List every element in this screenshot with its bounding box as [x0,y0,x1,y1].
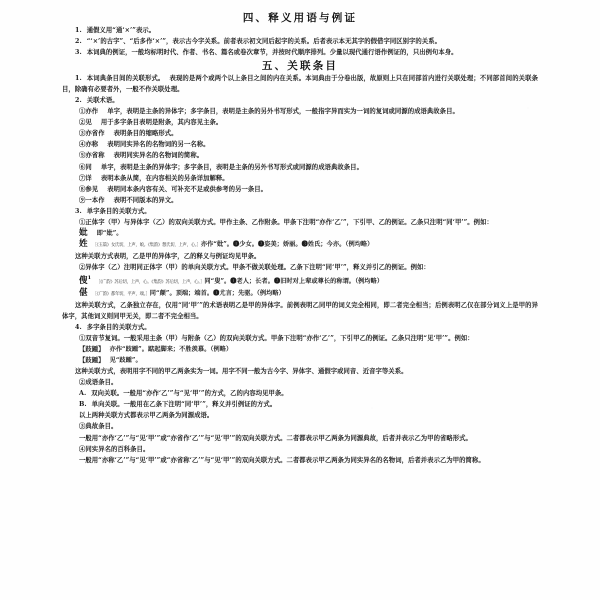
glossary-term-5 [62,150,538,161]
term-marker: ⑦ [79,174,86,182]
sub-marker: ① [79,218,86,226]
glossary-term-6 [62,162,538,173]
item-number: 1. [75,75,82,83]
entry-headword: 【跂踵】 [79,357,105,365]
entry-gloss: 亦作“妣”。❶少女。❷姿美；娇丽。❸姓氏；今亦。（例均略） [200,240,374,248]
term-label: 亦省称 [85,152,105,160]
term-marker: ③ [79,130,86,138]
section-heading-five: 五、关联条目 [261,60,339,73]
dictionary-entry-example-1 [62,228,538,239]
paragraph-4-1 [62,25,538,36]
item-lead: 本词典条目间的关联形式。 [86,75,165,83]
lettered-item-b [62,399,538,410]
lettered-item-a [62,388,538,399]
entry-phonetic-note: ［《广韵》都年切，平声，端。］ [92,291,150,297]
item-number: 3. [75,207,82,215]
item-heading: 关联术语。 [86,97,119,105]
term-text: 单字，表明是主条的异体字；多字条目，表明是主条的另外书写形式或同源的成语典故条目。 [100,163,363,171]
term-text: 表明同本条内容有关、可补充不足或供参考的另一条目。 [107,185,268,193]
term-text: 用于多字条目表明是附条，其内容见主条。 [100,119,223,127]
paragraph-5-3-heading [62,206,538,217]
item-text: 通假义用“通‘×’”表示。 [86,27,156,34]
paragraph-5-4-sub1 [62,333,538,344]
paragraph-5-4-sub2 [62,377,538,388]
entry-headword: 偡 [79,287,88,298]
entry-gloss: 亦作“跂踵”。踮起脚来；不胜羡慕。（例略） [109,346,233,354]
note-text: 这种关联方式，表明用字不同的甲乙两条实为一词。用字不同一般为古今字、异体字、通假字或同音、近音字等关系。 [75,368,408,376]
entry-headword: 姓 [79,238,88,249]
entry-gloss: 同“颠”。顶端；端首。❶尤言；先驱。（例均略） [149,289,285,297]
term-text: 单字，表明是主条的异体字；多字条目，表明是主条的另外书写形式，一般指字异而实为一词的复词或同源的成语典故条目。 [107,108,459,116]
term-marker: ⑨ [79,196,86,204]
glossary-term-9 [62,195,538,206]
item-heading: 多字条目的关联方式。 [86,324,151,332]
item-text: 本词典的例证，一般均标明时代、作者、书名、篇名或卷次章节，并按时代顺序排列。少量以现代通行语作例证的，只出例句本身。 [86,49,458,57]
term-marker: ⑧ [79,185,86,193]
entry-headword [79,276,91,286]
paragraph-5-4-note1 [62,366,538,377]
entry-homograph-index: 1 [87,274,92,281]
dictionary-entry-example-4 [62,288,538,300]
letter-marker: B. [79,401,87,409]
glossary-term-7 [62,173,538,184]
term-marker: ① [79,108,86,116]
term-marker: ② [79,119,86,127]
letter-marker: A. [79,390,87,398]
paragraph-5-4-heading [62,322,538,333]
note-text: 这种关联方式，乙条独立存在，仅用“同‘甲’”的术语表明乙是甲的异体字。前例表明乙同甲的词义完全相同，即二者完全相当；后例表明乙仅在部分词义上是甲的异体字，其他词义则同甲无关，即二者不完全相当。 [62,301,538,320]
paragraph-4-3 [62,47,538,58]
glossary-term-2 [62,117,538,128]
sub-heading: 成语条目。 [85,379,118,387]
glossary-term-3 [62,128,538,139]
entry-gloss: 同“叟”。❶老人；长者。❷旧时对上辈或尊长的称谓。（例均略） [204,277,384,285]
sub-text: 双音节复词。一般采用主条（甲）与附条（乙）的双向关联方式。甲条下注明“亦作‘乙’”，下引甲乙的例证。乙条只注明“见‘甲’”。例如： [85,335,474,343]
dictionary-entry-example-3 [62,273,538,288]
paragraph-5-2-heading [62,95,538,106]
paragraph-5-4-sub3-text [62,433,538,444]
glossary-term-8 [62,184,538,195]
item-number: 3. [75,49,82,57]
item-text: 表现的是两个或两个以上条目之间的内在关系。本词典由于分卷出版，故原则上只在同部首内进行关联处理；不同部首间的关联条目，除确有必要者外，一般不作关联处理。 [62,75,538,94]
sub-marker: ② [79,379,86,387]
note-text: 这种关联方式表明，乙是甲的异体字，乙的释义与例证均见甲条。 [75,252,261,260]
paragraph-4-2 [62,36,538,47]
sub-marker: ① [79,335,86,343]
term-marker: ④ [79,141,86,149]
term-text: 表明本条从简，在内容相关的另条详加解释。 [100,174,229,182]
term-text: 表明同实异名的名物词的简称。 [113,152,204,160]
term-text: 表明不同版本的异文。 [113,196,178,204]
glossary-term-4 [62,139,538,150]
entry-phonetic-note: ［《广韵》苏后切，上声，心。《集韵》苏后切，上声，心。］ [96,279,205,285]
term-label: 详 [85,174,92,182]
bracket-entry-2 [62,355,538,366]
term-text: 表明同实异名的名物词的另一名称。 [107,141,210,149]
entry-headword: 【跂踵】 [79,346,105,354]
paragraph-5-1 [62,73,538,95]
paragraph-5-3-sub2 [62,262,538,273]
dictionary-entry-example-2 [62,239,538,251]
entry-headword-char: 傁 [79,275,88,286]
term-label: 亦称 [85,141,99,149]
entry-gloss: 即“妣”。 [96,229,123,237]
sub-marker: ② [79,263,86,271]
sub-marker: ④ [79,445,86,453]
sub-heading: 典故条目。 [85,423,118,431]
paragraph-5-3-sub1 [62,217,538,228]
bracket-entry-1 [62,344,538,355]
term-label: 同 [85,163,92,171]
term-label: 亦省作 [85,130,105,138]
item-number: 1. [75,27,82,34]
sub-text: 一般用“亦称‘乙’”与“见‘甲’”或“亦省称‘乙’”与“见‘甲’”的双向关联方式。二者都表示甲乙两条为同实异名的名物词，后者并表示乙为甲的简称。 [79,456,485,464]
letter-text: 双向关联。一般用“亦作‘乙’”与“见‘甲’”的方式，乙的内容均见甲条。 [91,390,288,398]
term-label: 参见 [85,185,99,193]
term-text: 表明条目的缩略形式。 [113,130,178,138]
paragraph-5-3-note2 [62,300,538,322]
entry-gloss: 见“跂踵”。 [109,357,142,365]
sub-marker: ③ [79,423,86,431]
item-number: 2. [75,38,82,46]
term-marker: ⑤ [79,152,86,160]
sub-text: 一般用“亦作‘乙’”与“见‘甲’”或“亦省作‘乙’”与“见‘甲’”的双向关联方式。二者都表示甲乙两条为同源典故，后者并表示乙为甲的省略形式。 [79,434,472,442]
term-label: 亦作 [85,108,99,116]
paragraph-5-4-sub4-text [62,455,538,466]
term-label: 见 [85,119,92,127]
item-text: “‘×’的古字”、“后多作‘×’”，表示古今字关系。前者表示初文同后起字的关系。后者表示本无其字的假借字同区别字的关系。 [86,38,441,46]
section-heading-four: 四、释义用语与例证 [242,12,358,24]
entry-phonetic-note: ［《玉篇》女氏切，上声，娘。《集韵》想氏切，上声，心。］ [92,242,201,248]
lettered-note [62,410,538,421]
item-number: 2. [75,97,82,105]
sub-heading: 同实异名的百科条目。 [85,445,150,453]
item-number: 4. [75,324,82,332]
paragraph-5-4-sub4-heading [62,444,538,455]
sub-text: 正体字（甲）与异体字（乙）的双向关联方式。甲作主条、乙作附条。甲条下注明“亦作‘乙’”，下引甲、乙的例证。乙条只注明“同‘甲’”。例如： [85,218,493,226]
term-label: 一本作 [85,196,105,204]
entry-headword: 妣 [79,227,88,238]
item-heading: 单字条目的关联方式。 [86,207,151,215]
glossary-term-1 [62,106,538,117]
paragraph-5-4-sub3-heading [62,421,538,432]
note-text: 以上两种关联方式都表示甲乙两条为同源成语。 [79,412,214,420]
term-marker: ⑥ [79,163,86,171]
letter-text: 单向关联。一般用在乙条下注明“同‘甲’”，释义并引例证的方式。 [91,401,277,409]
paragraph-5-3-note1 [62,251,538,262]
sub-text: 异体字（乙）注明同正体字（甲）的单向关联方式。甲条不做关联处理。乙条下注明“同‘甲’”，释义并引乙的例证。例如： [85,263,430,271]
